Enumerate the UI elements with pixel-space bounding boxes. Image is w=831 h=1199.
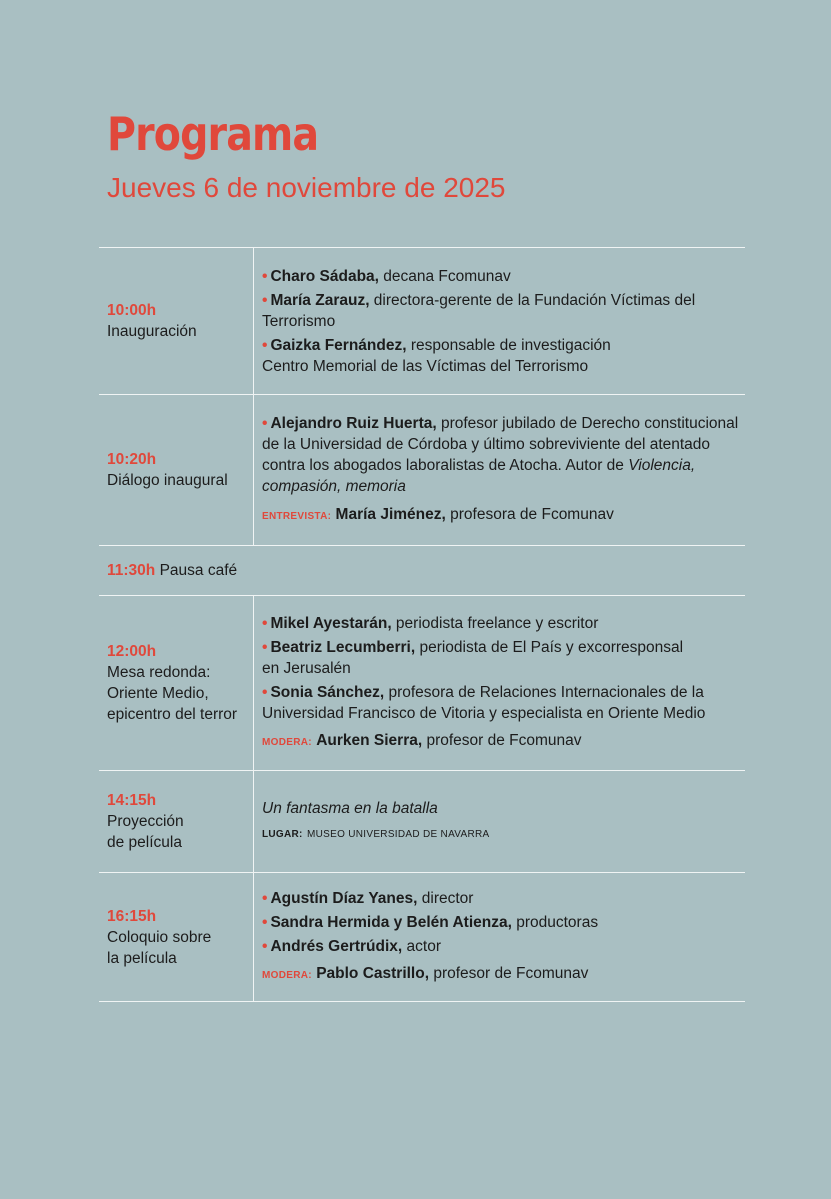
session-time: 11:30h xyxy=(107,562,156,579)
session-details xyxy=(254,771,745,872)
session-mesa-redonda xyxy=(99,595,745,770)
event-date: Jueves 6 de noviembre de 2025 xyxy=(107,172,506,203)
bullet-icon: • xyxy=(262,914,268,932)
session-pausa xyxy=(99,545,745,595)
bullet-icon: • xyxy=(262,336,268,354)
break-label xyxy=(99,546,237,595)
speaker-item: • Alejandro Ruiz Huerta, profesor jubilado de Derecho constitucional de la Universidad de Córdoba y último sobreviviente del atentado contra los abogados laboralistas de Atocha. Autor de Violencia, compasión, memoria xyxy=(262,414,739,495)
bullet-icon: • xyxy=(262,684,268,702)
moderator: MODERA: Pablo Castrillo, profesor de Fcomunav xyxy=(262,964,589,982)
interviewer: ENTREVISTA: María Jiménez, profesora de Fcomunav xyxy=(262,506,614,524)
session-title: Inauguración xyxy=(107,323,197,340)
session-speakers xyxy=(254,395,745,545)
session-title: de película xyxy=(107,834,182,851)
bullet-icon: • xyxy=(262,267,268,285)
bullet-icon: • xyxy=(262,291,268,309)
bullet-icon: • xyxy=(262,615,268,633)
session-title: Diálogo inaugural xyxy=(107,472,228,489)
session-time: 12:00h xyxy=(107,643,157,660)
location: LUGAR: MUSEO UNIVERSIDAD DE NAVARRA xyxy=(262,829,490,841)
speaker-item: • María Zarauz, directora-gerente de la Fundación Víctimas del Terrorismo xyxy=(262,291,696,330)
speaker-item: • Sonia Sánchez, profesora de Relaciones Internacionales de la Universidad Francisco de Vitoria y especialista en Oriente Medio xyxy=(262,684,706,723)
session-speakers xyxy=(254,248,745,394)
bullet-icon: • xyxy=(262,639,268,657)
speaker-item: • Charo Sádaba, decana Fcomunav xyxy=(262,267,511,285)
session-title: la película xyxy=(107,949,177,967)
session-label xyxy=(99,248,254,394)
moderator: MODERA: Aurken Sierra, profesor de Fcomunav xyxy=(262,731,582,749)
speaker-item: • Beatriz Lecumberri, periodista de El País y excorresponsal en Jerusalén xyxy=(262,639,684,678)
session-title: epicentro del terror xyxy=(107,706,238,723)
session-proyeccion xyxy=(99,770,745,872)
bullet-icon: • xyxy=(262,938,268,956)
session-title: Coloquio sobre xyxy=(107,928,212,946)
session-time: 10:00h xyxy=(107,302,157,319)
session-dialogo xyxy=(99,394,745,545)
bullet-icon: • xyxy=(262,890,268,908)
session-label xyxy=(99,771,254,872)
agenda-table xyxy=(99,247,745,1002)
speaker-item: • Agustín Díaz Yanes, director xyxy=(262,890,474,908)
session-label xyxy=(99,873,254,1001)
speaker-item: • Sandra Hermida y Belén Atienza, productoras xyxy=(262,914,599,932)
bullet-icon: • xyxy=(262,414,268,432)
session-title: Pausa café xyxy=(159,562,238,579)
session-time: 16:15h xyxy=(107,907,157,925)
session-inauguracion xyxy=(99,247,745,394)
session-speakers xyxy=(254,596,745,770)
session-time: 14:15h xyxy=(107,792,157,809)
session-coloquio xyxy=(99,872,745,1002)
session-label xyxy=(99,395,254,545)
session-title: Mesa redonda: xyxy=(107,664,211,681)
book-title: Violencia, compasión, memoria xyxy=(262,456,696,495)
session-title: Oriente Medio, xyxy=(107,685,209,702)
film-title: Un fantasma en la batalla xyxy=(262,799,438,817)
speaker-item: • Andrés Gertrúdix, actor xyxy=(262,938,441,956)
speaker-item: • Mikel Ayestarán, periodista freelance y escritor xyxy=(262,615,599,633)
session-label xyxy=(99,596,254,770)
session-title: Proyección xyxy=(107,813,184,830)
session-time: 10:20h xyxy=(107,451,157,468)
speaker-item: • Gaizka Fernández, responsable de investigación Centro Memorial de las Víctimas del Terrorismo xyxy=(262,336,611,375)
session-speakers xyxy=(254,873,745,1001)
page-title: Programa xyxy=(107,107,319,161)
